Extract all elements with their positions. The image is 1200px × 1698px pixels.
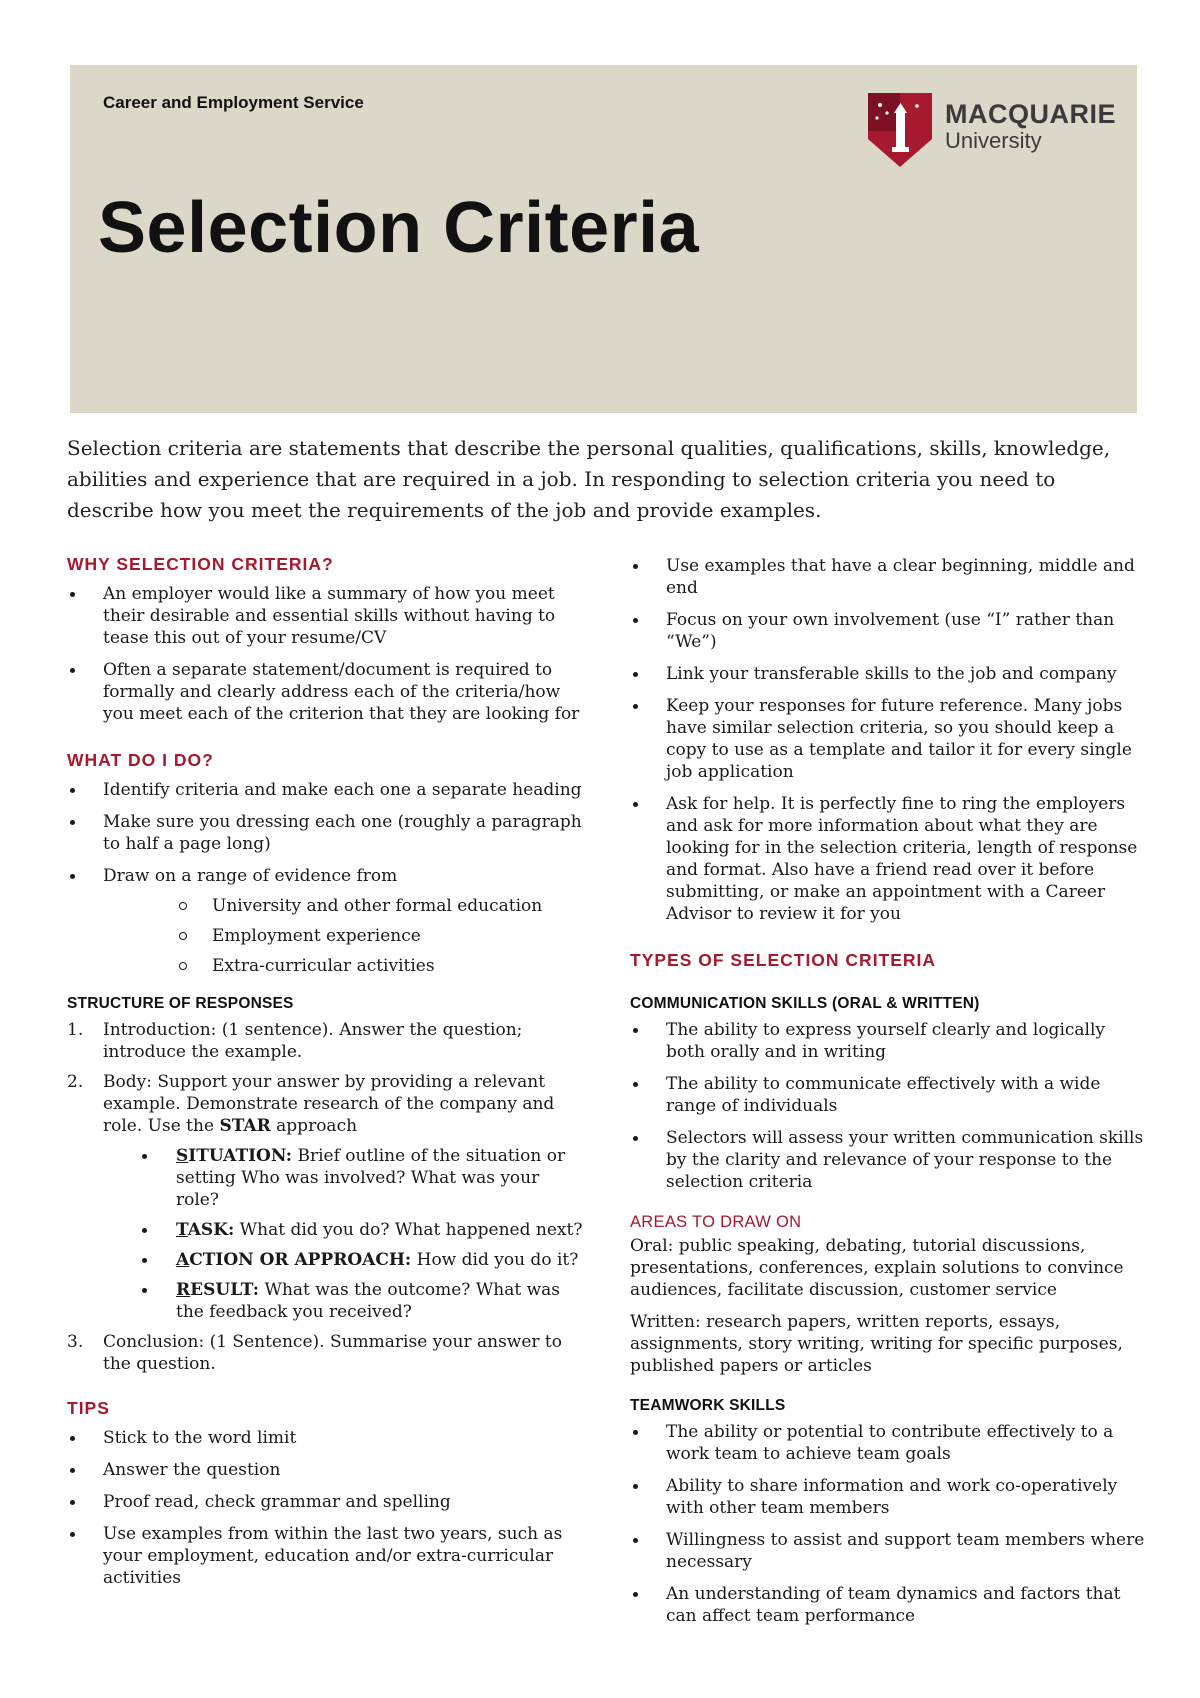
list-item [67, 1331, 587, 1375]
list-item: Link your transferable skills to the job and company [630, 663, 1145, 685]
list-item: Ask for help. It is perfectly fine to ring the employers and ask for more information about what they are looking for in the selection criteria, length of response and format. Also have a friend read over it before submitting, or make an appointment with a Career Advisor to review it for you [630, 793, 1145, 925]
item-number: 1. [67, 1020, 84, 1040]
item-text: approach [270, 1116, 358, 1136]
communication-heading: COMMUNICATION SKILLS (ORAL & WRITTEN) [630, 995, 980, 1012]
written-paragraph: Written: research papers, written reports, essays, assignments, story writing, writing for specific purposes, published papers or articles [630, 1312, 1123, 1376]
list-item: Make sure you dressing each one (roughly a paragraph to half a page long) [67, 811, 587, 855]
left-column [67, 553, 587, 1599]
university-logo [865, 91, 1125, 169]
star-item: SITUATION: Brief outline of the situation or setting Who was involved? What was your role? [67, 1145, 587, 1211]
list-item: The ability to communicate effectively with a wide range of individuals [630, 1073, 1145, 1117]
item-text: Introduction: (1 sentence). Answer the question; introduce the example. [103, 1020, 523, 1062]
tips-list-right [630, 555, 1145, 925]
sublist-item: University and other formal education [67, 895, 587, 917]
what-list [67, 779, 587, 977]
header-banner [70, 65, 1137, 413]
sublist-item: Employment experience [67, 925, 587, 947]
list-item: Identify criteria and make each one a separate heading [67, 779, 587, 801]
list-item: Often a separate statement/document is required to formally and clearly address each of the criteria/how you meet each of the criterion that they are looking for [67, 659, 587, 725]
list-item [67, 1019, 587, 1063]
list-item: The ability to express yourself clearly and logically both orally and in writing [630, 1019, 1145, 1063]
item-text: Body: Support your answer by providing a relevant example. Demonstrate research of the company and role. Use the [103, 1072, 555, 1136]
star-list [67, 1145, 587, 1323]
logo-subtitle: University [945, 128, 1042, 153]
list-item: Answer the question [67, 1459, 587, 1481]
list-item: Willingness to assist and support team members where necessary [630, 1529, 1145, 1573]
star-item: TASK: What did you do? What happened next? [67, 1219, 587, 1241]
star-keyword: STAR [219, 1116, 271, 1136]
areas-heading: AREAS TO DRAW ON [630, 1213, 802, 1231]
sublist-item: Extra-curricular activities [67, 955, 587, 977]
item-text: Conclusion: (1 Sentence). Summarise your answer to the question. [103, 1332, 562, 1374]
why-list [67, 583, 587, 725]
tips-list-left [67, 1427, 587, 1589]
crest-icon [865, 91, 935, 169]
structure-list [67, 1019, 587, 1375]
evidence-sublist [67, 895, 587, 977]
logo-name: MACQUARIE [945, 99, 1116, 129]
list-item: Use examples that have a clear beginning, middle and end [630, 555, 1145, 599]
list-item [67, 1071, 587, 1323]
tips-heading: TIPS [67, 1398, 110, 1418]
star-item: ACTION OR APPROACH: How did you do it? [67, 1249, 587, 1271]
right-column [630, 555, 1145, 1637]
list-item: An understanding of team dynamics and factors that can affect team performance [630, 1583, 1145, 1627]
list-item [67, 865, 587, 977]
intro-paragraph: Selection criteria are statements that describe the personal qualities, qualifications, skills, knowledge, abilities and experience that are required in a job. In responding to selection criteria you need to describe how you meet the requirements of the job and provide examples. [67, 436, 1111, 522]
what-heading: WHAT DO I DO? [67, 750, 214, 770]
item-number: 2. [67, 1072, 84, 1092]
communication-list [630, 1019, 1145, 1193]
list-item: An employer would like a summary of how you meet their desirable and essential skills without having to tease this out of your resume/CV [67, 583, 587, 649]
structure-heading: STRUCTURE OF RESPONSES [67, 995, 294, 1012]
list-item: The ability or potential to contribute effectively to a work team to achieve team goals [630, 1421, 1145, 1465]
teamwork-list [630, 1421, 1145, 1627]
types-heading: TYPES OF SELECTION CRITERIA [630, 950, 937, 970]
list-item: Use examples from within the last two years, such as your employment, education and/or extra-curricular activities [67, 1523, 587, 1589]
list-item-text: Draw on a range of evidence from [103, 866, 398, 886]
service-name: Career and Employment Service [103, 93, 364, 112]
list-item: Selectors will assess your written communication skills by the clarity and relevance of your response to the selection criteria [630, 1127, 1145, 1193]
star-item: RESULT: What was the outcome? What was the feedback you received? [67, 1279, 587, 1323]
list-item: Keep your responses for future reference. Many jobs have similar selection criteria, so you should keep a copy to use as a template and tailor it for every single job application [630, 695, 1145, 783]
page-title: Selection Criteria [98, 188, 700, 268]
list-item: Proof read, check grammar and spelling [67, 1491, 587, 1513]
oral-paragraph: Oral: public speaking, debating, tutorial discussions, presentations, conferences, explain solutions to convince audiences, facilitate discussion, customer service [630, 1236, 1124, 1300]
teamwork-heading: TEAMWORK SKILLS [630, 1397, 786, 1414]
why-heading: WHY SELECTION CRITERIA? [67, 554, 334, 574]
list-item: Ability to share information and work co-operatively with other team members [630, 1475, 1145, 1519]
list-item: Focus on your own involvement (use “I” rather than “We”) [630, 609, 1145, 653]
list-item: Stick to the word limit [67, 1427, 587, 1449]
item-number: 3. [67, 1332, 84, 1352]
